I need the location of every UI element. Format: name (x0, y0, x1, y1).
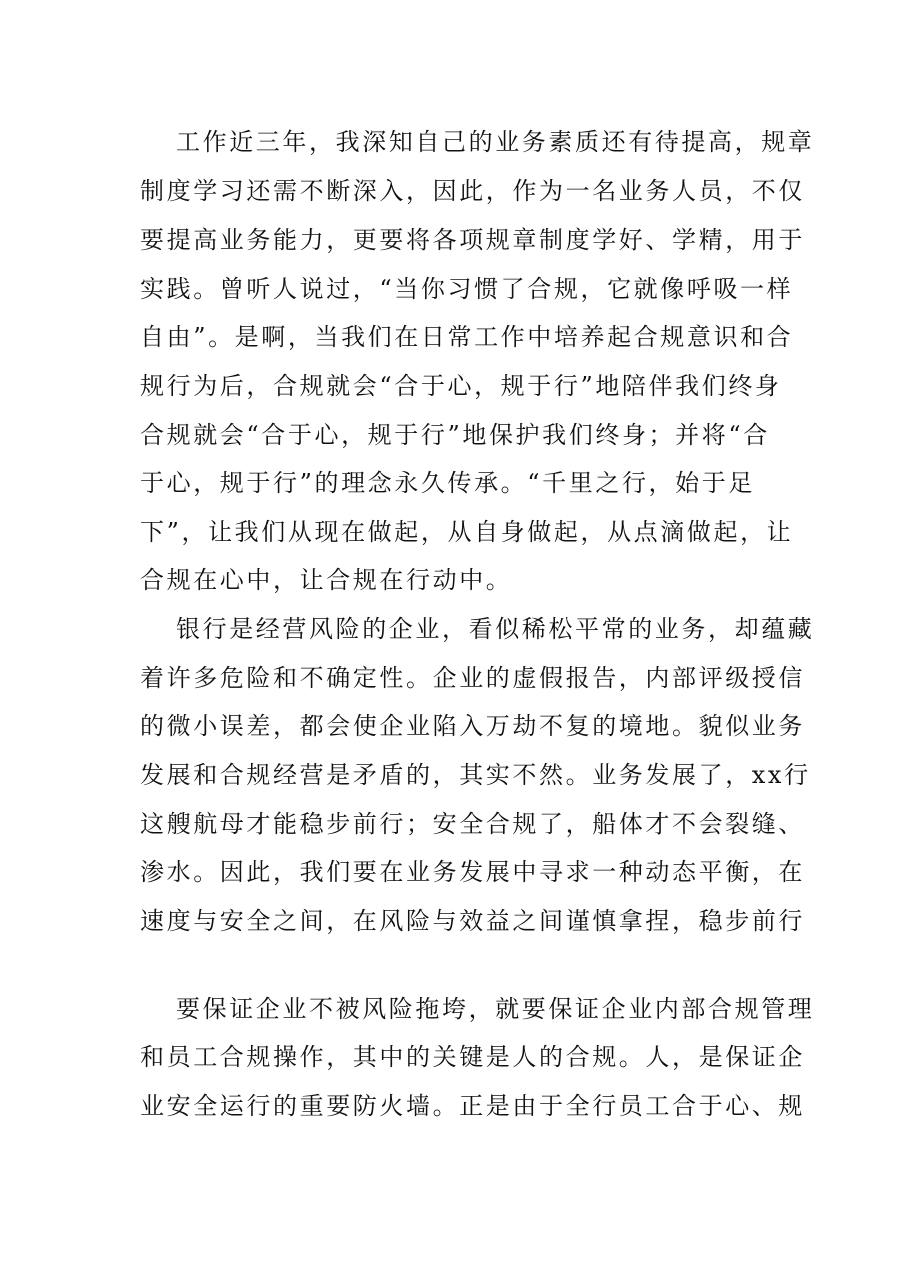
paragraph-2-line-5: 这艘航母才能稳步前行；安全合规了，船体才不会裂缝、 (140, 810, 805, 838)
paragraph-1-line-6: 规行为后，合规就会“合于心，规于行”地陪伴我们终身 (140, 372, 782, 400)
paragraph-2-line-6: 渗水。因此，我们要在业务发展中寻求一种动态平衡，在 (140, 858, 805, 886)
paragraph-3-line-1: 要保证企业不被风险拖垮，就要保证企业内部合规管理 (176, 995, 815, 1023)
paragraph-1-line-3: 要提高业务能力，更要将各项规章制度学好、学精，用于 (140, 226, 805, 254)
paragraph-1-line-10: 合规在心中，让合规在行动中。 (140, 566, 513, 594)
paragraph-3-line-2: 和员工合规操作，其中的关键是人的合规。人，是保证企 (140, 1043, 805, 1071)
paragraph-1-line-7: 合规就会“合于心，规于行”地保护我们终身；并将“合 (140, 421, 770, 449)
paragraph-2-line-1: 银行是经营风险的企业，看似稀松平常的业务，却蕴藏 (176, 615, 815, 643)
paragraph-1-line-1: 工作近三年，我深知自己的业务素质还有待提高，规章 (176, 128, 815, 156)
paragraph-2-line-4: 发展和合规经营是矛盾的，其实不然。业务发展了，xx行 (140, 761, 811, 789)
paragraph-1-line-2: 制度学习还需不断深入，因此，作为一名业务人员，不仅 (140, 177, 805, 205)
paragraph-1-line-9: 下”，让我们从现在做起，从自身做起，从点滴做起，让 (140, 518, 794, 546)
paragraph-1-line-8: 于心，规于行”的理念永久传承。“千里之行，始于足 (140, 469, 755, 497)
paragraph-2-line-7: 速度与安全之间，在风险与效益之间谨慎拿捏，稳步前行 (140, 907, 805, 935)
paragraph-1-line-5: 自由”。是啊，当我们在日常工作中培养起合规意识和合 (140, 323, 794, 351)
paragraph-3-line-3: 业安全运行的重要防火墙。正是由于全行员工合于心、规 (140, 1092, 805, 1120)
paragraph-2-line-3: 的微小误差，都会使企业陷入万劫不复的境地。貌似业务 (140, 712, 805, 740)
paragraph-2-line-2: 着许多危险和不确定性。企业的虚假报告，内部评级授信 (140, 664, 805, 692)
paragraph-1-line-4: 实践。曾听人说过，“当你习惯了合规，它就像呼吸一样 (140, 275, 794, 303)
